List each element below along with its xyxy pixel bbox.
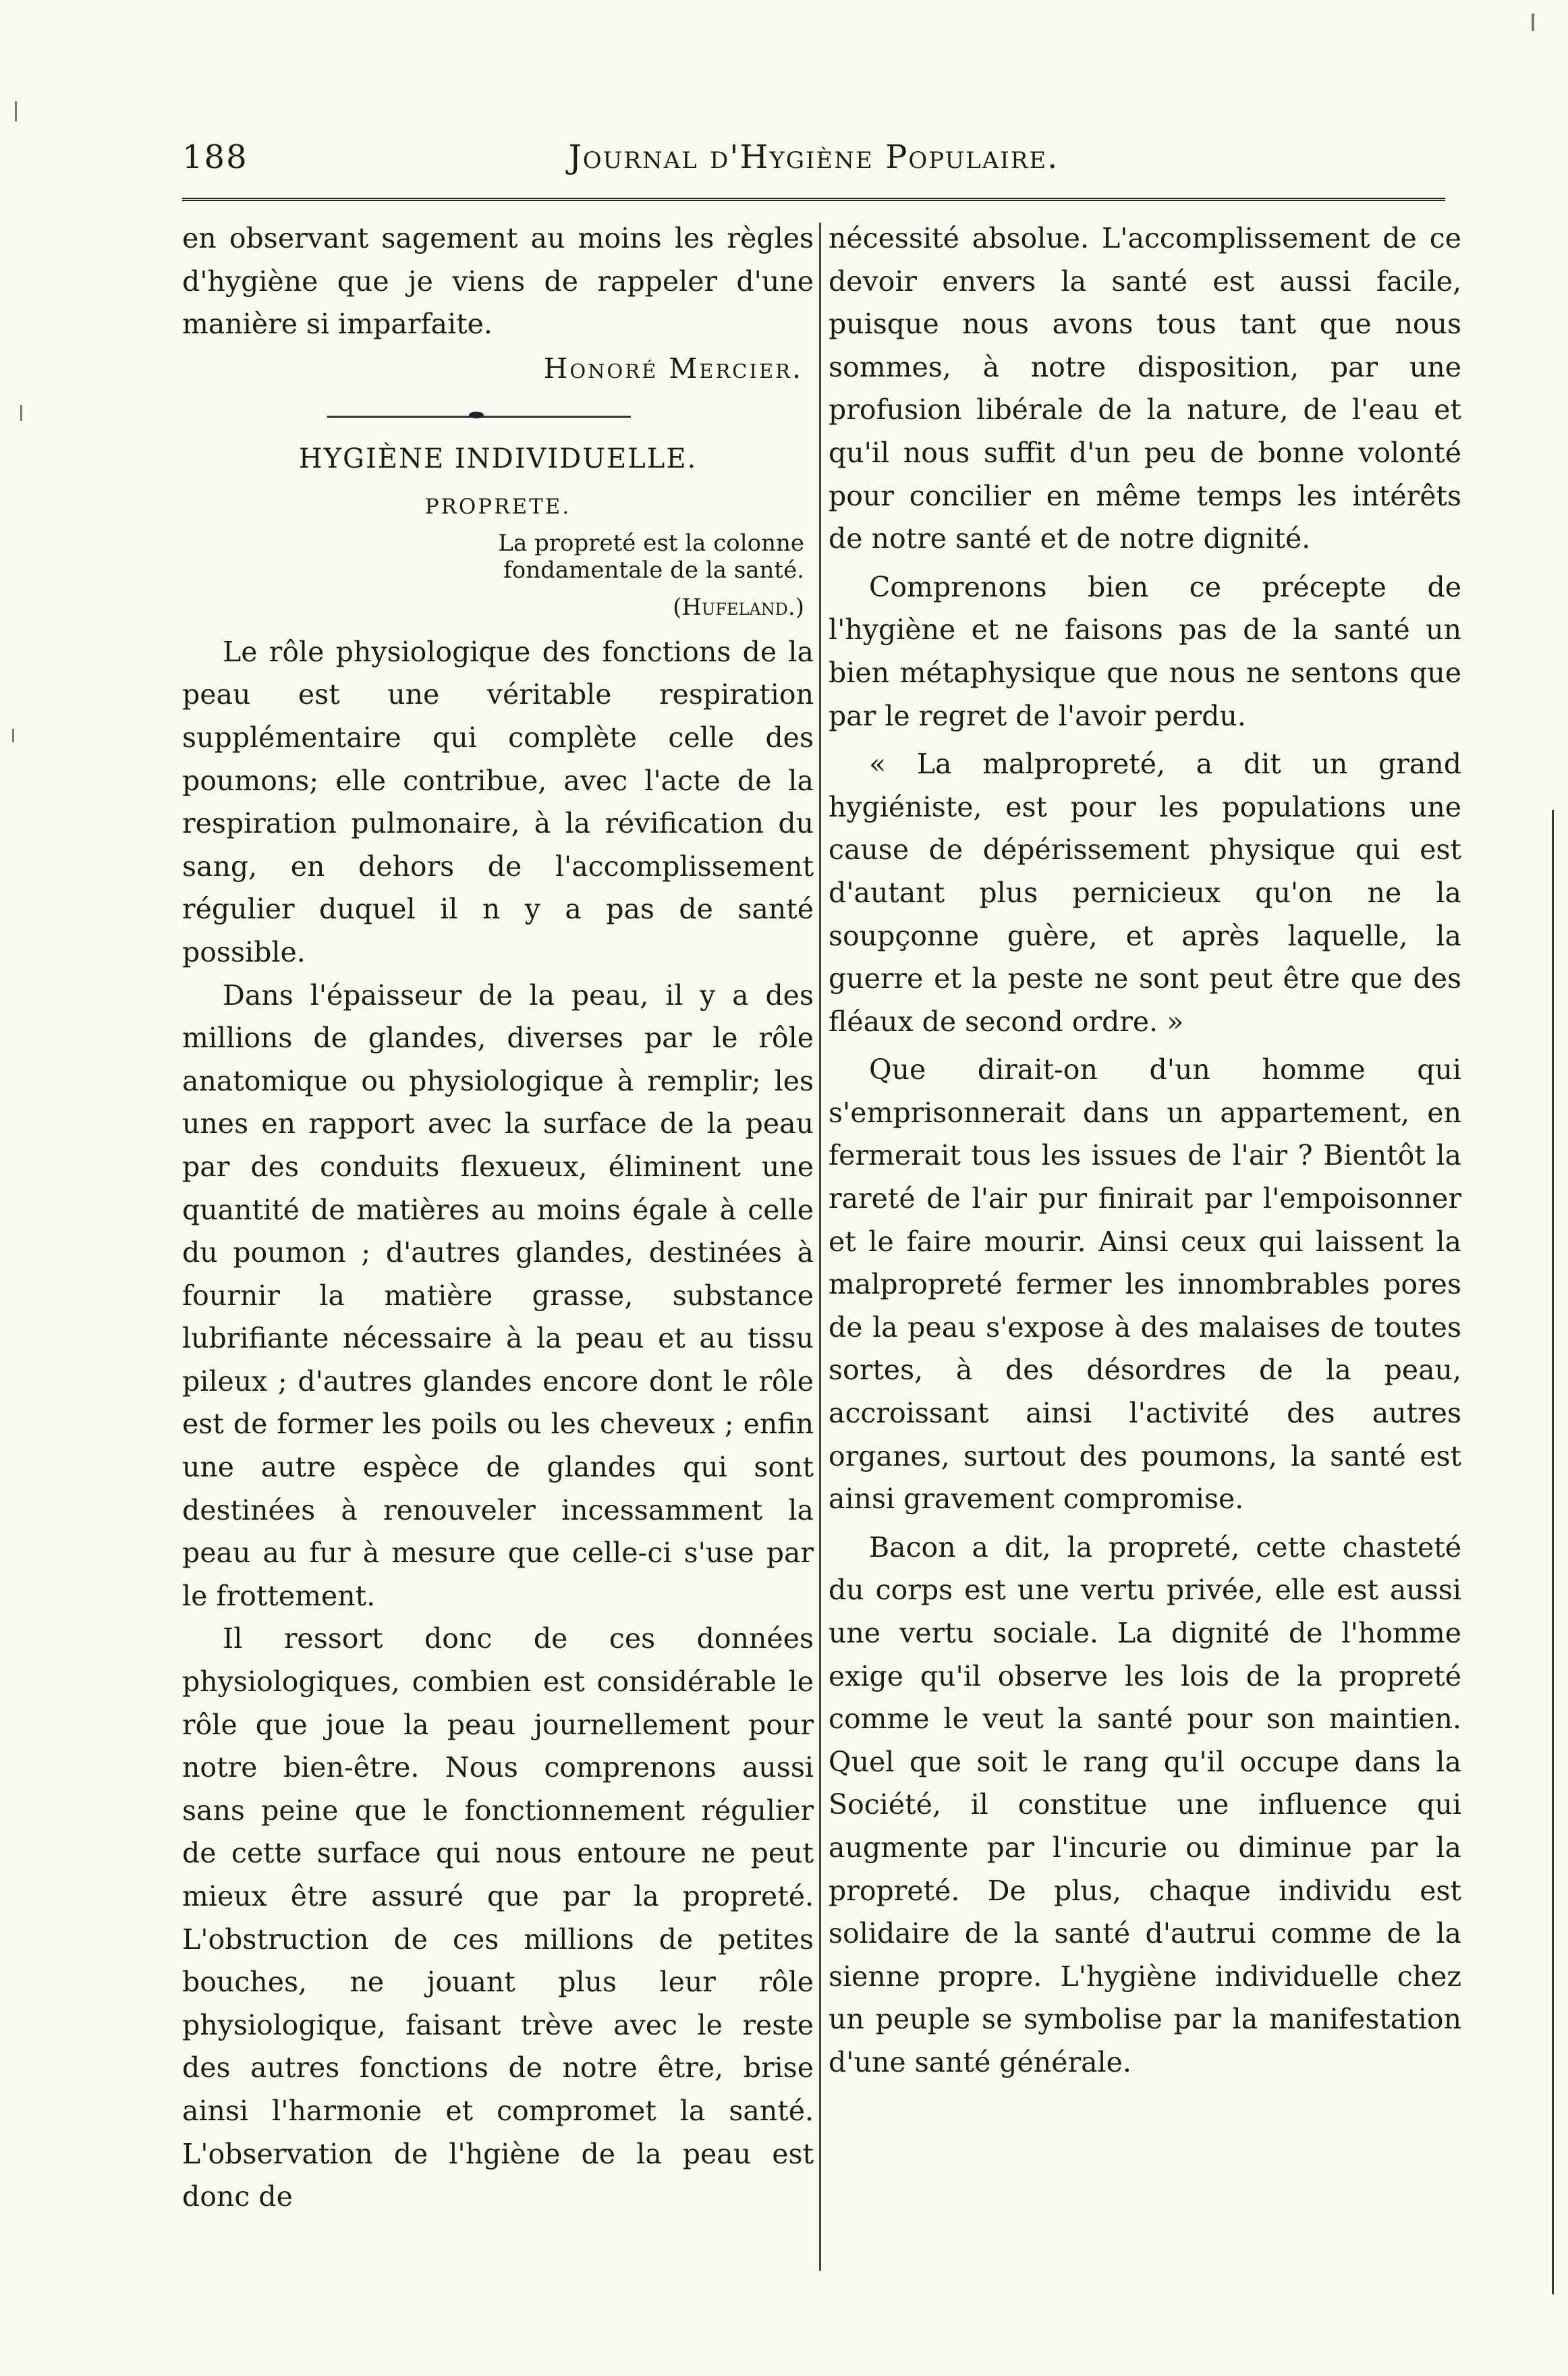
left-paragraph-1: en observant sagement au moins les règles d'hygiène que je viens de rappeler d'une manière si imparfaite. — [182, 222, 814, 341]
ornament-rule — [182, 403, 814, 430]
left-column — [182, 217, 814, 2219]
left-paragraph-2: Le rôle physiologique des fonctions de la peau est une véritable respiration supplémentaire qui complète celle des poumons; elle contribue, avec l'acte de la respiration pulmonaire, à la révification du sang, en dehors de l'accomplissement régulier duquel il n y a pas de santé possible. — [182, 635, 814, 968]
right-paragraph-4: Que dirait-on d'un homme qui s'emprisonnerait dans un appartement, en fermerait tous les issues de l'air ? Bientôt la rareté de l'air pur finirait par l'empoisonner et le faire mourir. Ainsi ceux qui laissent la malpropreté fermer les innombrables pores de la peau s'expose à des malaises de toutes sortes, à des désordres de la peau, accroissant ainsi l'activité des autres organes, surtout des poumons, la santé est ainsi gravement compromise. — [829, 1053, 1461, 1516]
header-double-rule — [182, 198, 1445, 205]
left-paragraph-4: Il ressort donc de ces données physiologiques, combien est considérable le rôle que joue la peau journellement pour notre bien-être. Nous comprenons aussi sans peine que le fonctionnement régulier de cette surface qui nous entoure ne peut mieux être assuré que par la propreté. L'obstruction de ces millions de petites bouches, ne jouant plus leur rôle physiologique, faisant trève avec le reste des autres fonctions de notre être, brise ainsi l'harmonie et compromet la santé. L'observation de l'hgiène de la peau est donc de — [182, 1622, 814, 2213]
margin-speck — [12, 729, 14, 742]
right-paragraph-1: nécessité absolue. L'accomplissement de ce devoir envers la santé est aussi facile, puisque nous avons tous tant que nous sommes, à notre disposition, par une profusion libérale de la nature, de l'eau et qu'il nous suffit d'un peu de bonne volonté pour concilier en même temps les intérêts de notre santé et de notre dignité. — [829, 222, 1461, 555]
author-signature: Honoré Mercier. — [543, 352, 803, 385]
right-paragraph-3: « La malpropreté, a dit un grand hygiéniste, est pour les populations une cause de dépérissement physique qui est d'autant plus pernicieux qu'on ne la soupçonne guère, et après laquelle, la guerre et la peste ne sont peut être que des fléaux de second ordre. » — [829, 748, 1461, 1038]
ornament-diamond-icon — [469, 412, 484, 418]
running-title: Journal d'Hygiène Populaire. — [568, 138, 1059, 176]
page-header — [182, 138, 1445, 192]
epigraph-line-2: fondamentale de la santé. — [503, 556, 804, 584]
page-number: 188 — [182, 138, 248, 176]
margin-speck — [20, 405, 22, 421]
left-paragraph-3: Dans l'épaisseur de la peau, il y a des millions de glandes, diverses par le rôle anatomique ou physiologique à remplir; les unes en rapport avec la surface de la peau par des conduits flexueux, éliminent une quantité de matières au moins égale à celle du poumon ; d'autres glandes, destinées à fournir la matière grasse, substance lubrifiante nécessaire à la peau et au tissu pileux ; d'autres glandes encore dont le rôle est de former les poils ou les cheveux ; enfin une autre espèce de glandes qui sont destinées à renouveler incessamment la peau au fur à mesure que celle-ci s'use par le frottement. — [182, 978, 814, 1612]
subsection-title: PROPRETE. — [424, 494, 571, 519]
right-column — [829, 217, 1461, 2084]
right-paragraph-2: Comprenons bien ce précepte de l'hygiène et ne faisons pas de la santé un bien métaphysique que nous ne sentons que par le regret de l'avoir perdu. — [829, 570, 1461, 732]
column-divider — [819, 223, 821, 2271]
epigraph-author: (Hufeland.) — [673, 593, 804, 621]
section-title: HYGIÈNE INDIVIDUELLE. — [298, 443, 698, 474]
right-paragraph-5: Bacon a dit, la propreté, cette chasteté du corps est une vertu privée, elle est aussi une vertu sociale. La dignité de l'homme exige qu'il observe les lois de la propreté comme le veut la santé pour son maintien. Quel que soit le rang qu'il occupe dans la Société, il constitue une influence qui augmente par l'incurie ou diminue par la propreté. De plus, chaque individu est solidaire de la santé d'autrui comme de la sienne propre. L'hygiène individuelle chez un peuple se symbolise par la manifestation d'une santé générale. — [829, 1530, 1461, 2078]
margin-speck — [1552, 810, 1554, 2294]
margin-speck — [15, 101, 17, 121]
margin-speck — [1532, 13, 1534, 31]
epigraph-line-1: La propreté est la colonne — [498, 529, 804, 557]
